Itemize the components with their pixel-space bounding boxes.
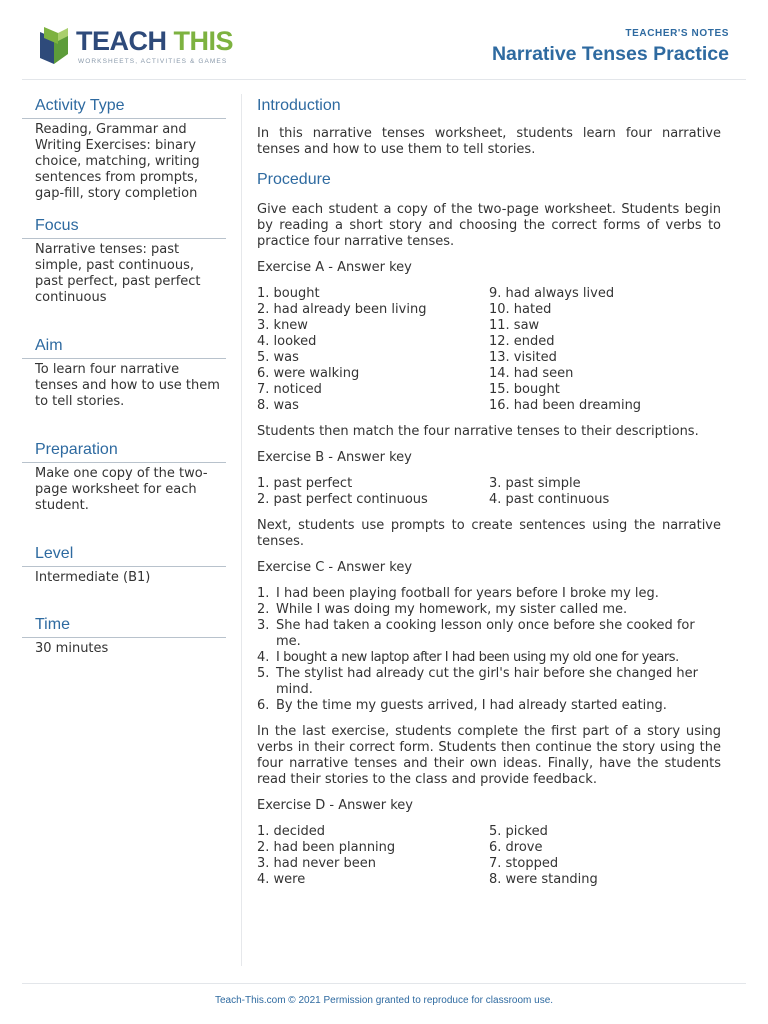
- copyright-footer: Teach-This.com © 2021 Permission granted to reproduce for classroom use.: [214, 995, 554, 1006]
- exercise-b-answers: [257, 476, 721, 508]
- answer-item: 5. picked: [489, 824, 548, 839]
- matching-text: Students then match the four narrative tenses to their descriptions.: [257, 424, 699, 439]
- answer-item: 1. past perfect: [257, 476, 353, 491]
- answer-item: 1. bought: [257, 286, 320, 301]
- answer-item: 6. drove: [489, 840, 543, 855]
- header-divider: [22, 79, 746, 80]
- answer-item: 9. had always lived: [489, 286, 615, 301]
- exercise-c-answers: [257, 586, 721, 714]
- logo-tagline: WORKSHEETS, ACTIVITIES & GAMES: [78, 58, 228, 65]
- answer-item: 4. looked: [257, 334, 317, 349]
- sidebar-heading: Preparation: [35, 441, 118, 458]
- exercise-c-label: Exercise C - Answer key: [257, 560, 413, 575]
- list-item: 3. She had taken a cooking lesson only once before she cooked for me.: [257, 618, 695, 649]
- answer-item: 11. saw: [489, 318, 540, 333]
- exercise-d-label: Exercise D - Answer key: [257, 798, 413, 813]
- sidebar-heading: Activity Type: [35, 97, 125, 114]
- introduction-text: In this narrative tenses worksheet, students learn four narrative tenses and how to use them to tell stories.: [257, 126, 721, 157]
- prompts-text: Next, students use prompts to create sentences using the narrative tenses.: [257, 518, 721, 549]
- sidebar-section-focus: [22, 214, 226, 334]
- list-item: 6. By the time my guests arrived, I had already started eating.: [257, 698, 667, 713]
- exercise-b-label: Exercise B - Answer key: [257, 450, 412, 465]
- list-item: 5. The stylist had already cut the girl's hair before she changed her mind.: [257, 666, 698, 697]
- sidebar-section-level: [22, 542, 226, 613]
- answer-item: 2. past perfect continuous: [257, 492, 428, 507]
- answer-item: 16. had been dreaming: [489, 398, 642, 413]
- answer-item: 15. bought: [489, 382, 560, 397]
- sidebar-section-activity-type: [22, 94, 226, 214]
- answer-item: 3. knew: [257, 318, 308, 333]
- book-icon: [36, 24, 72, 66]
- answer-item: 1. decided: [257, 824, 326, 839]
- answer-item: 8. was: [257, 398, 299, 413]
- logo-wordmark: TEACH THIS: [76, 26, 234, 56]
- answer-item: 12. ended: [489, 334, 555, 349]
- answer-item: 3. past simple: [489, 476, 581, 491]
- answer-item: 13. visited: [489, 350, 557, 365]
- procedure-heading: Procedure: [257, 171, 331, 188]
- column-divider: [241, 94, 242, 966]
- sidebar-text: To learn four narrative tenses and how to use them to tell stories.: [35, 362, 220, 409]
- sidebar-section-aim: [22, 334, 226, 438]
- answer-item: 2. had already been living: [257, 302, 427, 317]
- sidebar-section-preparation: [22, 438, 226, 542]
- notes-label: TEACHER'S NOTES: [625, 28, 729, 39]
- answer-item: 7. noticed: [257, 382, 322, 397]
- main-content: [257, 94, 721, 888]
- sidebar-heading: Time: [35, 616, 70, 633]
- page-title: Narrative Tenses Practice: [491, 43, 729, 65]
- exercise-d-answers: [257, 824, 721, 888]
- answer-item: 6. were walking: [257, 366, 360, 381]
- answer-item: 4. past continuous: [489, 492, 610, 507]
- sidebar-heading: Aim: [35, 337, 63, 354]
- procedure-text: Give each student a copy of the two-page worksheet. Students begin by reading a short story and choosing the correct forms of verbs to practice four narrative tenses.: [257, 202, 721, 249]
- footer-divider: [22, 983, 746, 984]
- list-item: 1. I had been playing football for years before I broke my leg.: [257, 586, 659, 601]
- list-item: 4. I bought a new laptop after I had been using my old one for years.: [257, 650, 679, 665]
- sidebar-text: Make one copy of the two-page worksheet for each student.: [35, 466, 208, 513]
- introduction-heading: Introduction: [257, 97, 341, 114]
- teach-this-logo: [36, 22, 236, 72]
- answer-item: 2. had been planning: [257, 840, 396, 855]
- answer-item: 4. were: [257, 872, 306, 887]
- sidebar-heading: Focus: [35, 217, 79, 234]
- answer-item: 3. had never been: [257, 856, 377, 871]
- answer-item: 8. were standing: [489, 872, 598, 887]
- sidebar: [22, 94, 226, 663]
- final-exercise-text: In the last exercise, students complete the first part of a story using verbs in their correct form. Students then continue the story using the four narrative tenses and their own ideas. Finally, have the students read their stories to the class and provide feedback.: [257, 724, 721, 787]
- exercise-a-answers: [257, 286, 721, 414]
- exercise-a-label: Exercise A - Answer key: [257, 260, 412, 275]
- answer-item: 14. had seen: [489, 366, 574, 381]
- answer-item: 10. hated: [489, 302, 552, 317]
- sidebar-text: 30 minutes: [35, 641, 109, 656]
- sidebar-section-time: [22, 613, 226, 663]
- answer-item: 7. stopped: [489, 856, 559, 871]
- sidebar-text: Reading, Grammar and Writing Exercises: binary choice, matching, writing sentences from prompts, gap-fill, story completion: [35, 122, 200, 201]
- sidebar-heading: Level: [35, 545, 74, 562]
- list-item: 2. While I was doing my homework, my sister called me.: [257, 602, 628, 617]
- sidebar-text: Intermediate (B1): [35, 570, 151, 585]
- answer-item: 5. was: [257, 350, 299, 365]
- sidebar-text: Narrative tenses: past simple, past continuous, past perfect, past perfect continuous: [35, 242, 201, 305]
